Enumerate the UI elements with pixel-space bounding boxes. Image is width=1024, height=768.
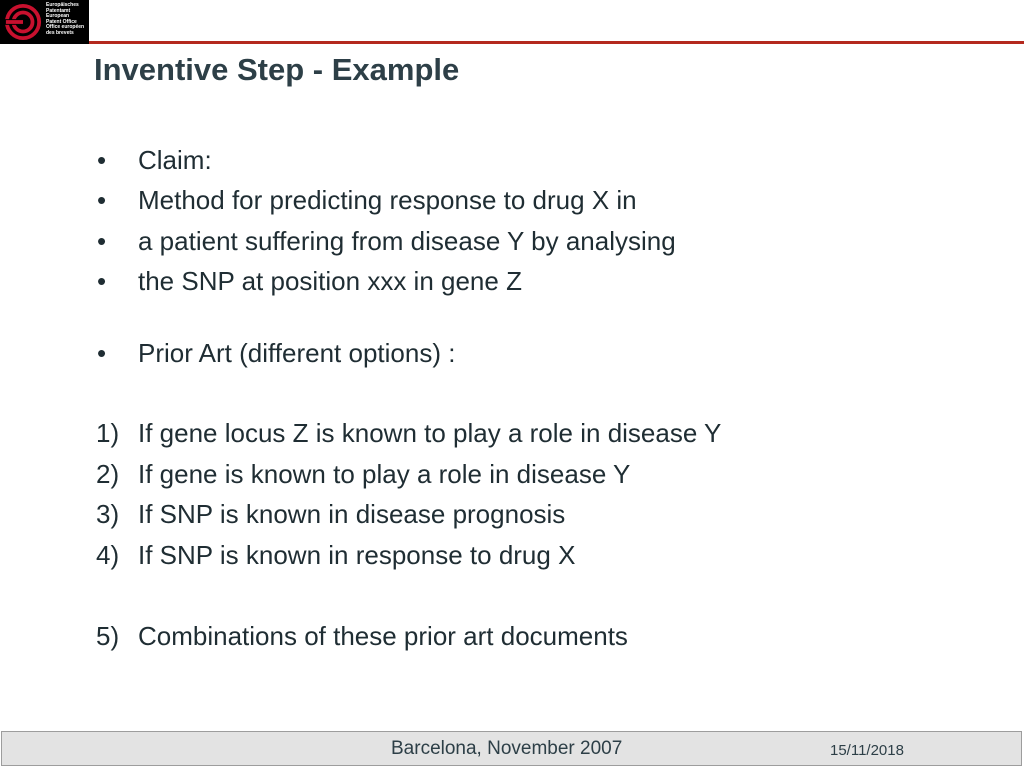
logo-line: European — [46, 13, 70, 20]
bullet-marker: • — [97, 185, 107, 215]
number-marker: 4) — [96, 540, 120, 570]
bullet-marker: • — [97, 266, 107, 296]
numbered-text: If gene locus Z is known to play a role in disease Y — [138, 418, 722, 448]
bullet-text: the SNP at position xxx in gene Z — [138, 266, 522, 296]
logo-line: Europäisches — [46, 2, 79, 8]
footer-event: Barcelona, November 2007 — [391, 738, 623, 759]
numbered-text: If SNP is known in disease prognosis — [138, 499, 566, 529]
bullet-marker: • — [97, 338, 107, 368]
logo-line: Patent Office — [46, 18, 77, 25]
number-marker: 2) — [96, 459, 120, 489]
bullet-marker: • — [97, 226, 107, 256]
footer-date: 15/11/2018 — [830, 742, 904, 759]
header-rule — [89, 41, 1024, 44]
epo-logo-icon — [4, 3, 42, 41]
slide-title: Inventive Step - Example — [94, 52, 460, 87]
bullet-text: a patient suffering from disease Y by analysing — [138, 226, 676, 256]
numbered-text: If SNP is known in response to drug X — [138, 540, 576, 570]
bullet-text: Claim: — [138, 145, 212, 175]
number-marker: 5) — [96, 621, 120, 651]
slide-footer — [1, 731, 1022, 766]
number-marker: 1) — [96, 418, 120, 448]
numbered-text: Combinations of these prior art documents — [138, 621, 628, 651]
bullet-marker: • — [97, 145, 107, 175]
logo-line: des brevets — [46, 29, 74, 36]
logo-line: Office européen — [46, 24, 85, 31]
epo-logo — [0, 0, 89, 44]
bullet-text: Method for predicting response to drug X in — [138, 185, 637, 215]
number-marker: 3) — [96, 499, 120, 529]
logo-line: Patentamt — [46, 7, 71, 14]
numbered-text: If gene is known to play a role in disease Y — [138, 459, 631, 489]
bullet-text: Prior Art (different options) : — [138, 338, 456, 368]
logo-wordmark — [46, 3, 88, 37]
